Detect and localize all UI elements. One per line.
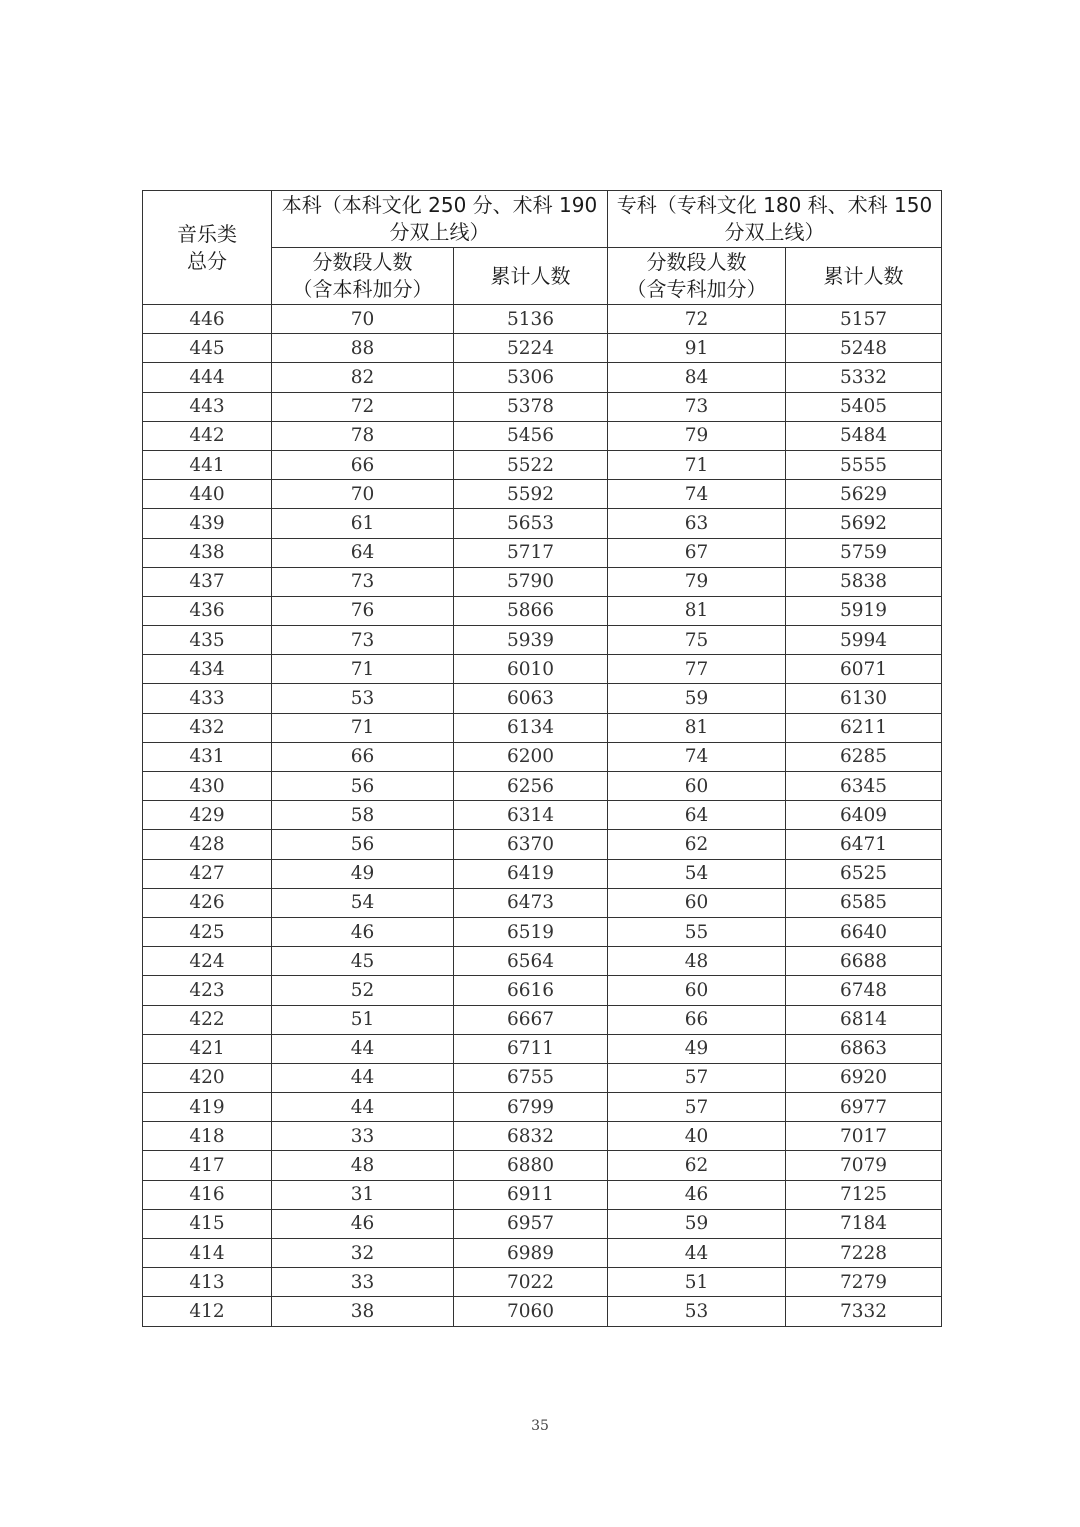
cell-zhuanke-cumulative: 5157 bbox=[786, 305, 942, 334]
cell-total-score: 432 bbox=[143, 713, 272, 742]
cell-zhuanke-cumulative: 7228 bbox=[786, 1239, 942, 1268]
table-row bbox=[143, 713, 942, 742]
cell-zhuanke-segment: 54 bbox=[608, 859, 786, 888]
cell-zhuanke-cumulative: 6688 bbox=[786, 947, 942, 976]
table-row bbox=[143, 363, 942, 392]
cell-zhuanke-segment: 81 bbox=[608, 713, 786, 742]
cell-zhuanke-cumulative: 5994 bbox=[786, 626, 942, 655]
cell-total-score: 430 bbox=[143, 772, 272, 801]
cell-benke-segment: 66 bbox=[272, 450, 454, 479]
cell-zhuanke-segment: 73 bbox=[608, 392, 786, 421]
cell-benke-segment: 73 bbox=[272, 567, 454, 596]
cell-total-score: 438 bbox=[143, 538, 272, 567]
cell-benke-segment: 82 bbox=[272, 363, 454, 392]
cell-benke-cumulative: 7022 bbox=[454, 1268, 608, 1297]
table-row bbox=[143, 1180, 942, 1209]
cell-zhuanke-cumulative: 5248 bbox=[786, 334, 942, 363]
cell-zhuanke-cumulative: 6920 bbox=[786, 1063, 942, 1092]
cell-zhuanke-segment: 57 bbox=[608, 1093, 786, 1122]
table-row bbox=[143, 801, 942, 830]
cell-benke-segment: 64 bbox=[272, 538, 454, 567]
cell-total-score: 412 bbox=[143, 1297, 272, 1326]
table-row bbox=[143, 1239, 942, 1268]
cell-total-score: 423 bbox=[143, 976, 272, 1005]
cell-benke-segment: 56 bbox=[272, 830, 454, 859]
cell-total-score: 436 bbox=[143, 596, 272, 625]
table-row bbox=[143, 742, 942, 771]
header-zhuanke-segment-count: 分数段人数 （含专科加分） bbox=[608, 248, 786, 305]
cell-benke-cumulative: 5522 bbox=[454, 450, 608, 479]
cell-zhuanke-cumulative: 7184 bbox=[786, 1209, 942, 1238]
cell-zhuanke-segment: 55 bbox=[608, 917, 786, 946]
cell-zhuanke-cumulative: 7279 bbox=[786, 1268, 942, 1297]
cell-benke-cumulative: 7060 bbox=[454, 1297, 608, 1326]
cell-zhuanke-cumulative: 5332 bbox=[786, 363, 942, 392]
cell-benke-cumulative: 6519 bbox=[454, 917, 608, 946]
cell-benke-cumulative: 6473 bbox=[454, 888, 608, 917]
header-benke-segment-count: 分数段人数 （含本科加分） bbox=[272, 248, 454, 305]
cell-benke-cumulative: 6832 bbox=[454, 1122, 608, 1151]
table-body bbox=[143, 305, 942, 1327]
header-zhuanke-cumulative: 累计人数 bbox=[786, 248, 942, 305]
cell-zhuanke-cumulative: 5692 bbox=[786, 509, 942, 538]
cell-benke-segment: 88 bbox=[272, 334, 454, 363]
cell-zhuanke-cumulative: 5838 bbox=[786, 567, 942, 596]
header-music-total-score: 音乐类 总分 bbox=[143, 191, 272, 305]
cell-total-score: 445 bbox=[143, 334, 272, 363]
cell-total-score: 435 bbox=[143, 626, 272, 655]
cell-total-score: 414 bbox=[143, 1239, 272, 1268]
cell-zhuanke-segment: 62 bbox=[608, 830, 786, 859]
cell-total-score: 442 bbox=[143, 421, 272, 450]
cell-total-score: 421 bbox=[143, 1034, 272, 1063]
cell-zhuanke-segment: 59 bbox=[608, 684, 786, 713]
table-header bbox=[143, 191, 942, 305]
cell-zhuanke-segment: 84 bbox=[608, 363, 786, 392]
cell-total-score: 413 bbox=[143, 1268, 272, 1297]
cell-benke-segment: 66 bbox=[272, 742, 454, 771]
table-row bbox=[143, 1268, 942, 1297]
cell-benke-cumulative: 6957 bbox=[454, 1209, 608, 1238]
cell-zhuanke-cumulative: 6977 bbox=[786, 1093, 942, 1122]
cell-benke-segment: 44 bbox=[272, 1034, 454, 1063]
cell-benke-cumulative: 6616 bbox=[454, 976, 608, 1005]
cell-total-score: 429 bbox=[143, 801, 272, 830]
cell-benke-segment: 70 bbox=[272, 305, 454, 334]
cell-zhuanke-segment: 71 bbox=[608, 450, 786, 479]
cell-zhuanke-cumulative: 6814 bbox=[786, 1005, 942, 1034]
table-row bbox=[143, 1063, 942, 1092]
cell-benke-cumulative: 6134 bbox=[454, 713, 608, 742]
table-row bbox=[143, 1151, 942, 1180]
cell-total-score: 419 bbox=[143, 1093, 272, 1122]
cell-zhuanke-segment: 74 bbox=[608, 480, 786, 509]
cell-zhuanke-cumulative: 5555 bbox=[786, 450, 942, 479]
table-row bbox=[143, 596, 942, 625]
cell-zhuanke-segment: 66 bbox=[608, 1005, 786, 1034]
cell-zhuanke-cumulative: 6130 bbox=[786, 684, 942, 713]
table-row bbox=[143, 772, 942, 801]
cell-benke-cumulative: 5136 bbox=[454, 305, 608, 334]
cell-zhuanke-segment: 72 bbox=[608, 305, 786, 334]
cell-zhuanke-segment: 62 bbox=[608, 1151, 786, 1180]
cell-benke-segment: 44 bbox=[272, 1063, 454, 1092]
table-row bbox=[143, 421, 942, 450]
table-row bbox=[143, 1005, 942, 1034]
cell-zhuanke-segment: 46 bbox=[608, 1180, 786, 1209]
cell-benke-segment: 45 bbox=[272, 947, 454, 976]
table-row bbox=[143, 392, 942, 421]
cell-benke-cumulative: 6010 bbox=[454, 655, 608, 684]
cell-zhuanke-segment: 57 bbox=[608, 1063, 786, 1092]
cell-zhuanke-segment: 79 bbox=[608, 421, 786, 450]
cell-benke-cumulative: 5378 bbox=[454, 392, 608, 421]
cell-benke-cumulative: 6256 bbox=[454, 772, 608, 801]
cell-benke-segment: 78 bbox=[272, 421, 454, 450]
cell-zhuanke-cumulative: 5405 bbox=[786, 392, 942, 421]
cell-benke-segment: 49 bbox=[272, 859, 454, 888]
cell-zhuanke-segment: 77 bbox=[608, 655, 786, 684]
cell-benke-cumulative: 6564 bbox=[454, 947, 608, 976]
cell-benke-segment: 46 bbox=[272, 1209, 454, 1238]
table-row bbox=[143, 538, 942, 567]
cell-zhuanke-cumulative: 6285 bbox=[786, 742, 942, 771]
header-group-benke: 本科（本科文化 250 分、术科 190 分双上线） bbox=[272, 191, 608, 248]
cell-benke-cumulative: 6755 bbox=[454, 1063, 608, 1092]
cell-benke-cumulative: 5653 bbox=[454, 509, 608, 538]
cell-benke-cumulative: 6799 bbox=[454, 1093, 608, 1122]
cell-benke-segment: 32 bbox=[272, 1239, 454, 1268]
cell-benke-segment: 44 bbox=[272, 1093, 454, 1122]
table-row bbox=[143, 1093, 942, 1122]
table-row bbox=[143, 626, 942, 655]
cell-zhuanke-segment: 91 bbox=[608, 334, 786, 363]
table-row bbox=[143, 450, 942, 479]
cell-total-score: 434 bbox=[143, 655, 272, 684]
cell-benke-cumulative: 6200 bbox=[454, 742, 608, 771]
cell-benke-segment: 33 bbox=[272, 1268, 454, 1297]
header-group-zhuanke: 专科（专科文化 180 科、术科 150 分双上线） bbox=[608, 191, 942, 248]
cell-benke-cumulative: 6419 bbox=[454, 859, 608, 888]
table-row bbox=[143, 1297, 942, 1326]
cell-total-score: 416 bbox=[143, 1180, 272, 1209]
cell-total-score: 425 bbox=[143, 917, 272, 946]
page-number: 35 bbox=[531, 1418, 549, 1434]
cell-zhuanke-cumulative: 6863 bbox=[786, 1034, 942, 1063]
cell-benke-segment: 38 bbox=[272, 1297, 454, 1326]
cell-total-score: 444 bbox=[143, 363, 272, 392]
table-row bbox=[143, 567, 942, 596]
cell-total-score: 433 bbox=[143, 684, 272, 713]
cell-total-score: 424 bbox=[143, 947, 272, 976]
cell-zhuanke-cumulative: 6525 bbox=[786, 859, 942, 888]
table-row bbox=[143, 947, 942, 976]
cell-benke-cumulative: 6911 bbox=[454, 1180, 608, 1209]
cell-benke-segment: 48 bbox=[272, 1151, 454, 1180]
cell-total-score: 431 bbox=[143, 742, 272, 771]
cell-zhuanke-segment: 74 bbox=[608, 742, 786, 771]
cell-benke-segment: 61 bbox=[272, 509, 454, 538]
cell-benke-segment: 71 bbox=[272, 655, 454, 684]
cell-zhuanke-segment: 60 bbox=[608, 976, 786, 1005]
cell-benke-segment: 54 bbox=[272, 888, 454, 917]
cell-total-score: 417 bbox=[143, 1151, 272, 1180]
cell-benke-segment: 56 bbox=[272, 772, 454, 801]
cell-zhuanke-segment: 60 bbox=[608, 772, 786, 801]
cell-zhuanke-cumulative: 6409 bbox=[786, 801, 942, 830]
cell-zhuanke-segment: 60 bbox=[608, 888, 786, 917]
cell-total-score: 439 bbox=[143, 509, 272, 538]
table-row bbox=[143, 1209, 942, 1238]
cell-zhuanke-segment: 75 bbox=[608, 626, 786, 655]
table-row bbox=[143, 334, 942, 363]
cell-benke-segment: 46 bbox=[272, 917, 454, 946]
table-row bbox=[143, 888, 942, 917]
cell-benke-segment: 51 bbox=[272, 1005, 454, 1034]
cell-zhuanke-segment: 40 bbox=[608, 1122, 786, 1151]
cell-benke-cumulative: 6667 bbox=[454, 1005, 608, 1034]
cell-benke-segment: 52 bbox=[272, 976, 454, 1005]
cell-total-score: 426 bbox=[143, 888, 272, 917]
cell-total-score: 418 bbox=[143, 1122, 272, 1151]
cell-zhuanke-segment: 59 bbox=[608, 1209, 786, 1238]
cell-benke-segment: 31 bbox=[272, 1180, 454, 1209]
cell-zhuanke-cumulative: 6471 bbox=[786, 830, 942, 859]
cell-zhuanke-segment: 44 bbox=[608, 1239, 786, 1268]
cell-total-score: 422 bbox=[143, 1005, 272, 1034]
table-row bbox=[143, 1034, 942, 1063]
cell-benke-cumulative: 6880 bbox=[454, 1151, 608, 1180]
cell-zhuanke-cumulative: 6585 bbox=[786, 888, 942, 917]
cell-zhuanke-cumulative: 6345 bbox=[786, 772, 942, 801]
cell-zhuanke-segment: 48 bbox=[608, 947, 786, 976]
cell-total-score: 437 bbox=[143, 567, 272, 596]
table-row bbox=[143, 859, 942, 888]
cell-benke-segment: 33 bbox=[272, 1122, 454, 1151]
table-row bbox=[143, 830, 942, 859]
cell-benke-cumulative: 6989 bbox=[454, 1239, 608, 1268]
table-row bbox=[143, 1122, 942, 1151]
cell-benke-segment: 53 bbox=[272, 684, 454, 713]
cell-zhuanke-cumulative: 7079 bbox=[786, 1151, 942, 1180]
cell-zhuanke-cumulative: 5759 bbox=[786, 538, 942, 567]
table-row bbox=[143, 976, 942, 1005]
cell-zhuanke-segment: 49 bbox=[608, 1034, 786, 1063]
cell-zhuanke-cumulative: 5484 bbox=[786, 421, 942, 450]
cell-zhuanke-cumulative: 6211 bbox=[786, 713, 942, 742]
cell-benke-segment: 58 bbox=[272, 801, 454, 830]
cell-benke-segment: 76 bbox=[272, 596, 454, 625]
cell-benke-cumulative: 5592 bbox=[454, 480, 608, 509]
cell-zhuanke-segment: 81 bbox=[608, 596, 786, 625]
cell-benke-cumulative: 5717 bbox=[454, 538, 608, 567]
cell-zhuanke-cumulative: 6071 bbox=[786, 655, 942, 684]
cell-total-score: 441 bbox=[143, 450, 272, 479]
cell-zhuanke-cumulative: 6748 bbox=[786, 976, 942, 1005]
cell-total-score: 443 bbox=[143, 392, 272, 421]
cell-zhuanke-segment: 63 bbox=[608, 509, 786, 538]
table-row bbox=[143, 655, 942, 684]
table-row bbox=[143, 917, 942, 946]
cell-benke-cumulative: 5306 bbox=[454, 363, 608, 392]
cell-zhuanke-segment: 64 bbox=[608, 801, 786, 830]
table-row bbox=[143, 305, 942, 334]
cell-benke-cumulative: 5866 bbox=[454, 596, 608, 625]
cell-total-score: 446 bbox=[143, 305, 272, 334]
header-benke-cumulative: 累计人数 bbox=[454, 248, 608, 305]
table-row bbox=[143, 509, 942, 538]
cell-zhuanke-cumulative: 5629 bbox=[786, 480, 942, 509]
table-row bbox=[143, 480, 942, 509]
cell-zhuanke-cumulative: 5919 bbox=[786, 596, 942, 625]
table-row bbox=[143, 684, 942, 713]
cell-benke-cumulative: 6314 bbox=[454, 801, 608, 830]
cell-benke-segment: 72 bbox=[272, 392, 454, 421]
cell-zhuanke-segment: 53 bbox=[608, 1297, 786, 1326]
cell-benke-segment: 70 bbox=[272, 480, 454, 509]
cell-zhuanke-segment: 79 bbox=[608, 567, 786, 596]
cell-zhuanke-segment: 67 bbox=[608, 538, 786, 567]
cell-zhuanke-cumulative: 7017 bbox=[786, 1122, 942, 1151]
cell-benke-cumulative: 5456 bbox=[454, 421, 608, 450]
score-distribution-table bbox=[142, 190, 942, 1327]
cell-benke-cumulative: 6711 bbox=[454, 1034, 608, 1063]
cell-zhuanke-cumulative: 7332 bbox=[786, 1297, 942, 1326]
cell-benke-cumulative: 6063 bbox=[454, 684, 608, 713]
cell-zhuanke-cumulative: 6640 bbox=[786, 917, 942, 946]
cell-total-score: 420 bbox=[143, 1063, 272, 1092]
cell-zhuanke-cumulative: 7125 bbox=[786, 1180, 942, 1209]
cell-total-score: 428 bbox=[143, 830, 272, 859]
cell-total-score: 427 bbox=[143, 859, 272, 888]
cell-total-score: 415 bbox=[143, 1209, 272, 1238]
cell-benke-cumulative: 5224 bbox=[454, 334, 608, 363]
cell-zhuanke-segment: 51 bbox=[608, 1268, 786, 1297]
cell-benke-cumulative: 6370 bbox=[454, 830, 608, 859]
cell-benke-cumulative: 5790 bbox=[454, 567, 608, 596]
cell-benke-segment: 73 bbox=[272, 626, 454, 655]
cell-total-score: 440 bbox=[143, 480, 272, 509]
cell-benke-cumulative: 5939 bbox=[454, 626, 608, 655]
cell-benke-segment: 71 bbox=[272, 713, 454, 742]
